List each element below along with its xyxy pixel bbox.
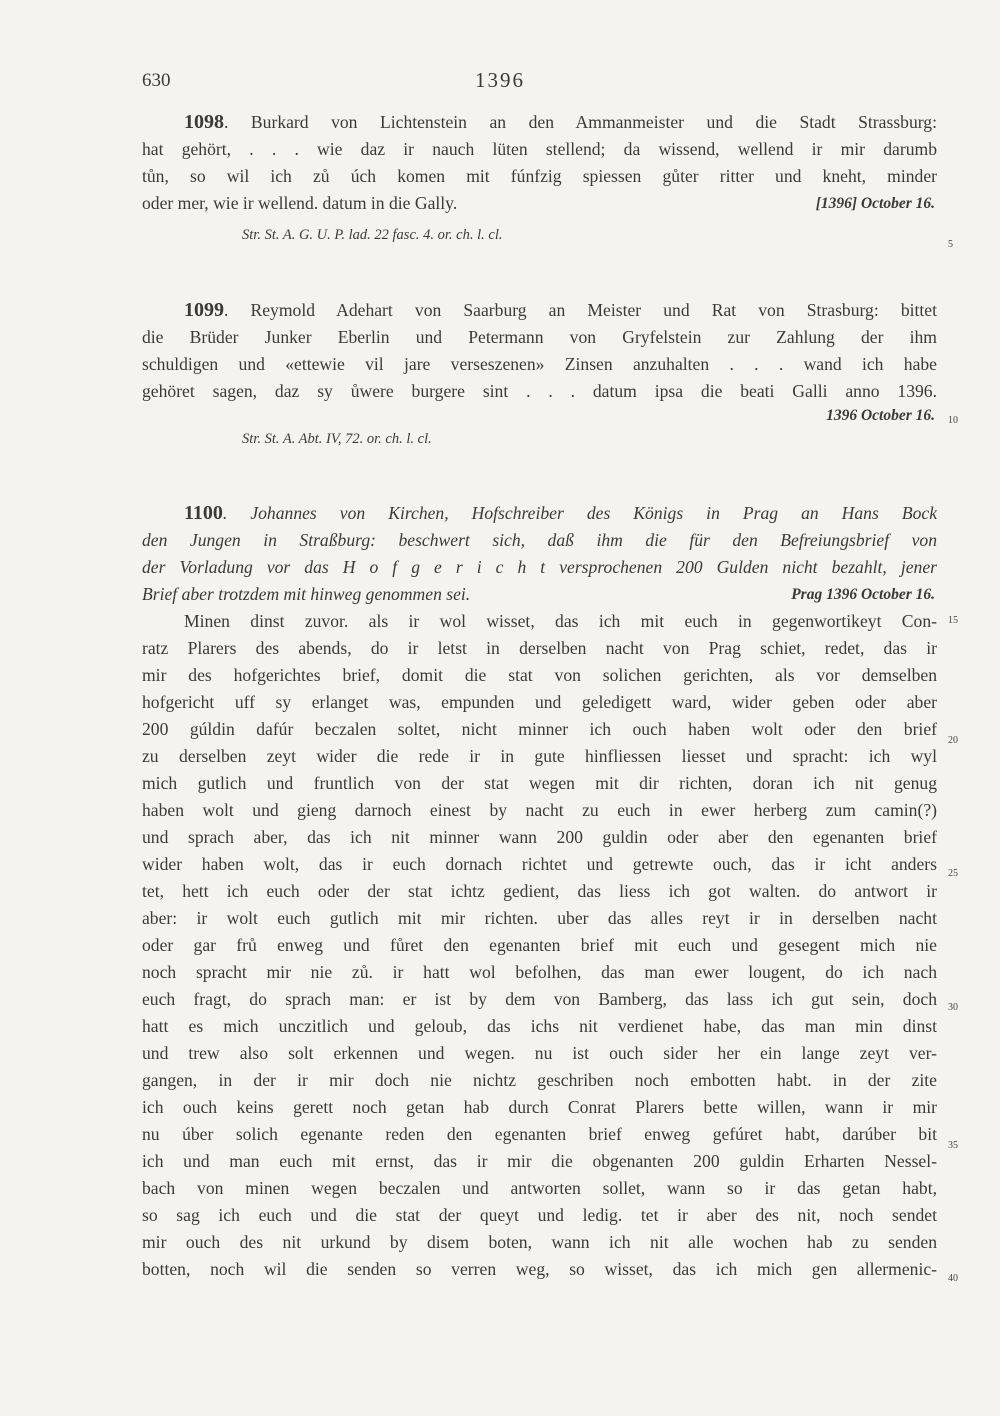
entry-regest-line: oder mer, wie ir wellend. datum in die Gally. [1396] October 16. — [142, 190, 937, 217]
margin-line-number: 5 — [948, 239, 953, 250]
entry-regest-line: Brief aber trotzdem mit hinweg genommen sei. Prag 1396 October 16. — [142, 581, 937, 608]
entry-date: [1396] October 16. — [815, 195, 935, 212]
text-line: haben wolt und gieng darnoch einest by nacht zu euch in ewer herberg zum camin(?) — [142, 800, 937, 820]
text-line: Minen dinst zuvor. als ir wol wisset, das ich mit euch in gegenwortikeyt Con- — [184, 611, 937, 631]
text-line: mir des hofgerichtes brief, domit die stat von solichen gerichten, als vor demselben — [142, 665, 937, 685]
entry-1098 — [142, 109, 937, 248]
text-line: zu derselben zeyt wider die rede ir in gute hinfliessen liesset und spracht: ich wyl — [142, 746, 937, 766]
entry-number: 1100 — [184, 502, 223, 524]
entry-regest-line: die Brüder Junker Eberlin und Petermann von Gryfelstein zur Zahlung der ihm — [142, 327, 937, 347]
entry-regest-line: 1100. Johannes von Kirchen, Hofschreiber des Königs in Prag an Hans Bock — [184, 502, 938, 524]
margin-line-number: 20 — [948, 735, 958, 746]
entry-1100 — [142, 500, 937, 1283]
text-line: und trew also solt erkennen und wegen. nu ist ouch sider her ein lange zeyt ver- — [142, 1043, 937, 1063]
margin-line-number: 15 — [948, 615, 958, 626]
margin-line-number: 30 — [948, 1002, 958, 1013]
text-line: mich gutlich und fruntlich von der stat wegen mit dir richten, doran ich nit genug — [142, 773, 937, 793]
text-line: bach von minen wegen beczalen und antworten sollet, wann so ir das getan habt, — [142, 1178, 937, 1198]
text-line: ich ouch keins gerett noch getan hab durch Conrat Plarers bette willen, wann ir mir — [142, 1097, 937, 1117]
text-line: mir ouch des nit urkund by disem boten, wann ich nit alle wochen hab zu senden — [142, 1232, 937, 1252]
entry-source: Str. St. A. G. U. P. lad. 22 fasc. 4. or. ch. l. cl. — [242, 227, 503, 243]
entry-date: 1396 October 16. — [826, 407, 935, 424]
entry-regest-line: schuldigen und «ettewie vil jare verseszenen» Zinsen anzuhalten . . . wand ich habe — [142, 354, 937, 374]
entry-number: 1098 — [184, 111, 224, 133]
text-line: aber: ir wolt euch gutlich mit mir richten. uber das alles reyt ir in derselben nacht — [142, 908, 937, 928]
text-line: nu úber solich egenante reden den egenanten brief enweg gefúret habt, darúber bit — [142, 1124, 937, 1144]
entry-regest-line: tůn, so wil ich zů úch komen mit fúnfzig spiessen gůter ritter und kneht, minder — [142, 166, 937, 186]
text-line: botten, noch wil die senden so verren weg, so wisset, das ich mich gen allermenic- — [142, 1259, 937, 1279]
text-line: so sag ich euch und die stat der queyt und ledig. tet ir aber des nit, noch sendet — [142, 1205, 937, 1225]
entry-regest-line: der Vorladung vor das H o f g e r i c h t versprochenen 200 Gulden nicht bezahlt, jener — [142, 557, 937, 577]
text-line: hatt es mich unczitlich und geloub, das ichs nit verdienet habe, das man min dinst — [142, 1016, 937, 1036]
letter-text — [142, 608, 937, 1283]
margin-line-number: 10 — [948, 415, 958, 426]
page-number: 630 — [142, 70, 171, 91]
entry-source: Str. St. A. Abt. IV, 72. or. ch. l. cl. — [242, 431, 432, 447]
margin-line-number: 25 — [948, 868, 958, 879]
entry-regest-line: den Jungen in Straßburg: beschwert sich, daß ihm die für den Befreiungsbrief von — [142, 530, 937, 550]
text-line: wider haben wolt, das ir euch dornach richtet und getrewte ouch, das ir icht anders — [142, 854, 937, 874]
entry-number: 1099 — [184, 299, 224, 321]
text-line: 200 gúldin dafúr beczalen soltet, nicht minner ich ouch haben wolt oder den brief — [142, 719, 937, 739]
running-head-year: 1396 — [475, 68, 525, 92]
entry-1099 — [142, 297, 937, 452]
text-line: hofgericht uff sy erlanget was, empunden und geledigett ward, wider geben oder aber — [142, 692, 937, 712]
entry-regest-line: 1099. Reymold Adehart von Saarburg an Meister und Rat von Strasburg: bittet — [184, 299, 937, 321]
text-line: tet, hett ich euch oder der stat ichtz gedient, das liess ich got walten. do antwort ir — [142, 881, 937, 901]
text-line: oder gar frů enweg und fůret den egenanten brief mit euch und gesegent mich nie — [142, 935, 937, 955]
margin-line-number: 40 — [948, 1273, 958, 1284]
entry-regest-line: hat gehört, . . . wie daz ir nauch lüten stellend; da wissend, wellend ir mir darumb — [142, 139, 937, 159]
text-line: ich und man euch mit ernst, das ir mir die obgenanten 200 guldin Erharten Nessel- — [142, 1151, 937, 1171]
entry-regest-line: gehöret sagen, daz sy ůwere burgere sint . . . datum ipsa die beati Galli anno 1396. — [142, 381, 937, 401]
entry-date: Prag 1396 October 16. — [791, 586, 935, 603]
text-line: noch spracht mir nie zů. ir hatt wol befolhen, das man ewer lougent, do ich nach — [142, 962, 937, 982]
text-line: euch fragt, do sprach man: er ist by dem von Bamberg, das lass ich gut sein, doch — [142, 989, 937, 1009]
text-line: ratz Plarers des abends, do ir letst in derselben nacht von Prag schiet, redet, das ir — [142, 638, 937, 658]
entry-regest-line: 1098. Burkard von Lichtenstein an den Ammanmeister und die Stadt Strassburg: — [184, 111, 937, 133]
text-line: gangen, in der ir mir doch nie nichtz geschriben noch embotten habt. in der zite — [142, 1070, 937, 1090]
text-line: und sprach aber, das ich nit minner wann 200 guldin oder aber den egenanten brief — [142, 827, 937, 847]
margin-line-number: 35 — [948, 1140, 958, 1151]
